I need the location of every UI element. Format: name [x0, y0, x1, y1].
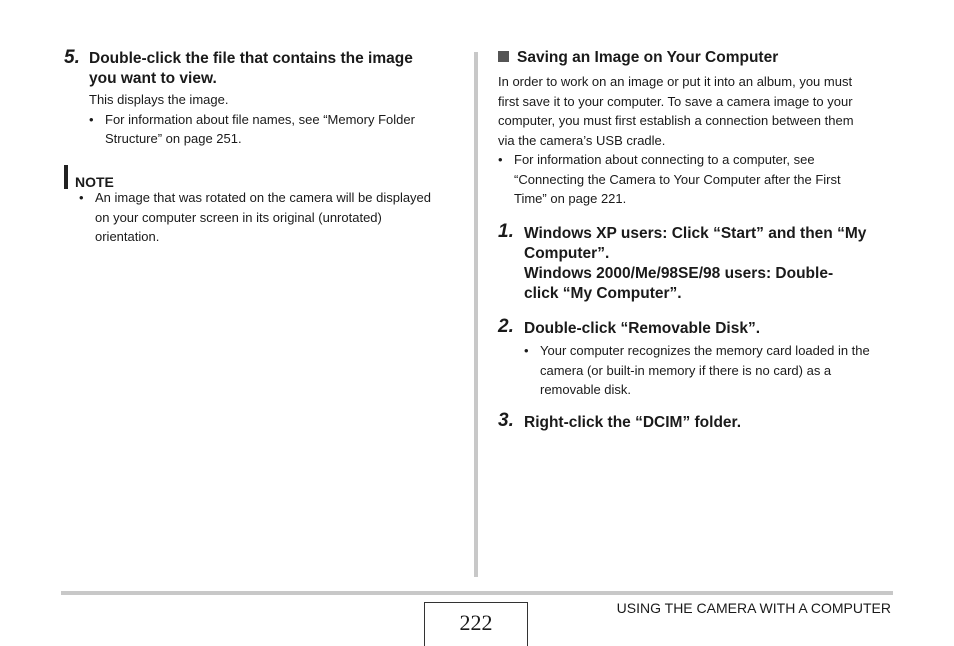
paragraph-line: In order to work on an image or put it into an album, you must — [498, 74, 853, 89]
list-item-line: camera (or built-in memory if there is no card) as a — [540, 362, 832, 378]
list-item-line: “Connecting the Camera to Your Computer after the First — [514, 171, 841, 187]
square-bullet-icon — [498, 51, 509, 62]
list-item — [524, 341, 894, 400]
step-body: This displays the image. — [89, 92, 229, 107]
footer-section-title: USING THE CAMERA WITH A COMPUTER — [616, 600, 891, 616]
bullet-icon: • — [498, 152, 503, 167]
note-label: NOTE — [75, 174, 114, 190]
step-number: 2. — [498, 316, 514, 337]
list-item-line: For information about connecting to a computer, see — [514, 152, 815, 167]
paragraph-line: computer, you must first establish a connection between them — [498, 113, 854, 128]
paragraph-line: first save it to your computer. To save a camera image to your — [498, 93, 853, 109]
step-title: Double-click “Removable Disk”. — [524, 320, 761, 337]
bullet-icon: • — [524, 343, 529, 358]
section-heading — [498, 48, 898, 68]
step-title: Right-click the “DCIM” folder. — [524, 414, 742, 431]
step-title-line: you want to view. — [89, 70, 217, 87]
footer-divider — [61, 591, 893, 595]
note-item — [79, 188, 485, 247]
column-divider — [474, 52, 478, 577]
list-item-line: Your computer recognizes the memory card loaded in the — [540, 343, 870, 358]
list-item-line: For information about file names, see “Memory Folder — [105, 111, 415, 127]
list-item-line: removable disk. — [540, 382, 632, 397]
bullet-icon: • — [89, 111, 94, 127]
section-heading-text: Saving an Image on Your Computer — [517, 49, 779, 66]
step-number: 1. — [498, 221, 514, 242]
list-item — [89, 110, 469, 149]
list-item-line: An image that was rotated on the camera will be displayed — [95, 190, 432, 205]
step-title-line: Computer”. — [524, 245, 610, 262]
list-item-line: Time” on page 221. — [514, 191, 627, 206]
list-item — [498, 150, 898, 209]
step-number: 3. — [498, 410, 514, 431]
step-title-line: Double-click the file that contains the image — [89, 50, 413, 67]
bullet-icon: • — [79, 190, 84, 205]
list-item-line: on your computer screen in its original (unrotated) — [95, 209, 382, 225]
note-marker-bar — [64, 165, 68, 189]
page-number: 222 — [424, 602, 528, 646]
paragraph-line: via the camera’s USB cradle. — [498, 132, 666, 148]
step-title-line: Windows XP users: Click “Start” and then “My — [524, 225, 867, 242]
list-item-line: Structure” on page 251. — [105, 131, 242, 146]
step-title-line: click “My Computer”. — [524, 285, 682, 302]
step-number: 5. — [64, 47, 80, 68]
section-saving — [498, 48, 898, 209]
step-title-line: Windows 2000/Me/98SE/98 users: Double- — [524, 265, 834, 282]
list-item-line: orientation. — [95, 229, 160, 244]
